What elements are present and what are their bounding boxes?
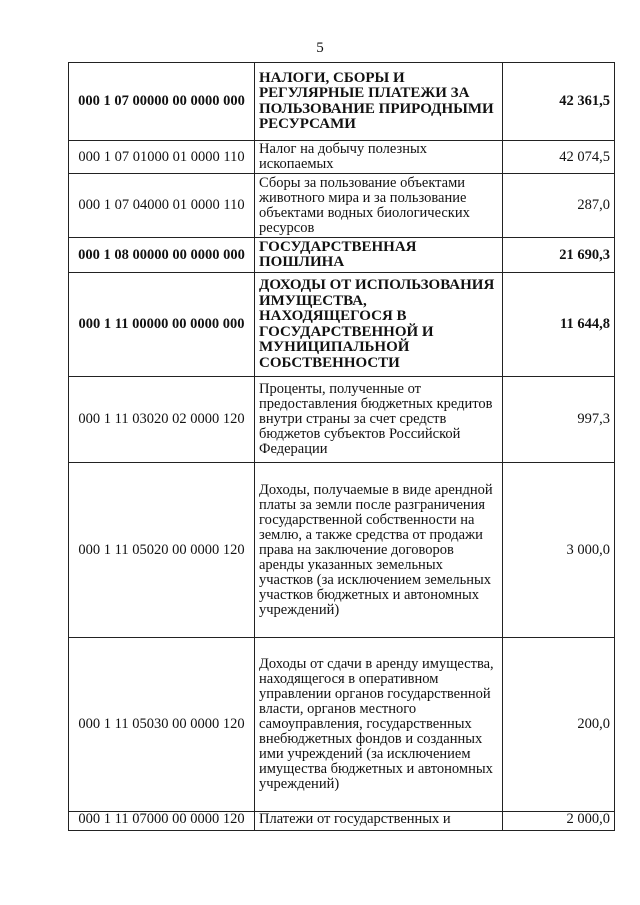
row-code: 000 1 11 05020 00 0000 120 — [69, 463, 255, 638]
row-amount: 42 074,5 — [503, 141, 615, 174]
row-amount: 21 690,3 — [503, 238, 615, 273]
row-name: Налог на добычу полезных ископаемых — [255, 141, 503, 174]
row-name: Платежи от государственных и — [255, 812, 503, 831]
table-row — [69, 238, 615, 273]
row-name: Сборы за пользование объектами животного мира и за пользование объектами водных биологических ресурсов — [255, 174, 503, 238]
table-row — [69, 141, 615, 174]
row-code: 000 1 07 01000 01 0000 110 — [69, 141, 255, 174]
row-code: 000 1 11 03020 02 0000 120 — [69, 377, 255, 463]
table-row — [69, 812, 615, 831]
row-name: Проценты, полученные от предоставления бюджетных кредитов внутри страны за счет средств бюджетов субъектов Российской Федерации — [255, 377, 503, 463]
row-amount: 42 361,5 — [503, 63, 615, 141]
page-number: 5 — [316, 40, 324, 56]
row-code: 000 1 07 00000 00 0000 000 — [69, 63, 255, 141]
row-name: ГОСУДАРСТВЕННАЯ ПОШЛИНА — [255, 238, 503, 273]
table-row — [69, 463, 615, 638]
table-row — [69, 174, 615, 238]
row-name: ДОХОДЫ ОТ ИСПОЛЬЗОВАНИЯ ИМУЩЕСТВА, НАХОДЯЩЕГОСЯ В ГОСУДАРСТВЕННОЙ И МУНИЦИПАЛЬНОЙ СОБСТВЕННОСТИ — [255, 273, 503, 377]
table-row — [69, 63, 615, 141]
row-amount: 200,0 — [503, 638, 615, 812]
row-amount: 997,3 — [503, 377, 615, 463]
row-code: 000 1 11 07000 00 0000 120 — [69, 812, 255, 831]
row-amount: 3 000,0 — [503, 463, 615, 638]
table-row — [69, 638, 615, 812]
row-code: 000 1 07 04000 01 0000 110 — [69, 174, 255, 238]
table-row — [69, 273, 615, 377]
row-code: 000 1 08 00000 00 0000 000 — [69, 238, 255, 273]
row-code: 000 1 11 00000 00 0000 000 — [69, 273, 255, 377]
row-amount: 287,0 — [503, 174, 615, 238]
row-code: 000 1 11 05030 00 0000 120 — [69, 638, 255, 812]
row-name: НАЛОГИ, СБОРЫ И РЕГУЛЯРНЫЕ ПЛАТЕЖИ ЗА ПОЛЬЗОВАНИЕ ПРИРОДНЫМИ РЕСУРСАМИ — [255, 63, 503, 141]
row-amount: 11 644,8 — [503, 273, 615, 377]
row-name: Доходы от сдачи в аренду имущества, находящегося в оперативном управлении органов государственной власти, органов местного самоуправления, государственных внебюджетных фондов и созданных ими учреждений (за исключением имущества бюджетных и автономных учреждений) — [255, 638, 503, 812]
budget-revenue-table — [68, 62, 615, 831]
row-amount: 2 000,0 — [503, 812, 615, 831]
table-row — [69, 377, 615, 463]
row-name: Доходы, получаемые в виде арендной платы за земли после разграничения государственной собственности на землю, а также средства от продажи права на заключение договоров аренды указанных земельных участков (за исключением земельных участков бюджетных и автономных учреждений) — [255, 463, 503, 638]
